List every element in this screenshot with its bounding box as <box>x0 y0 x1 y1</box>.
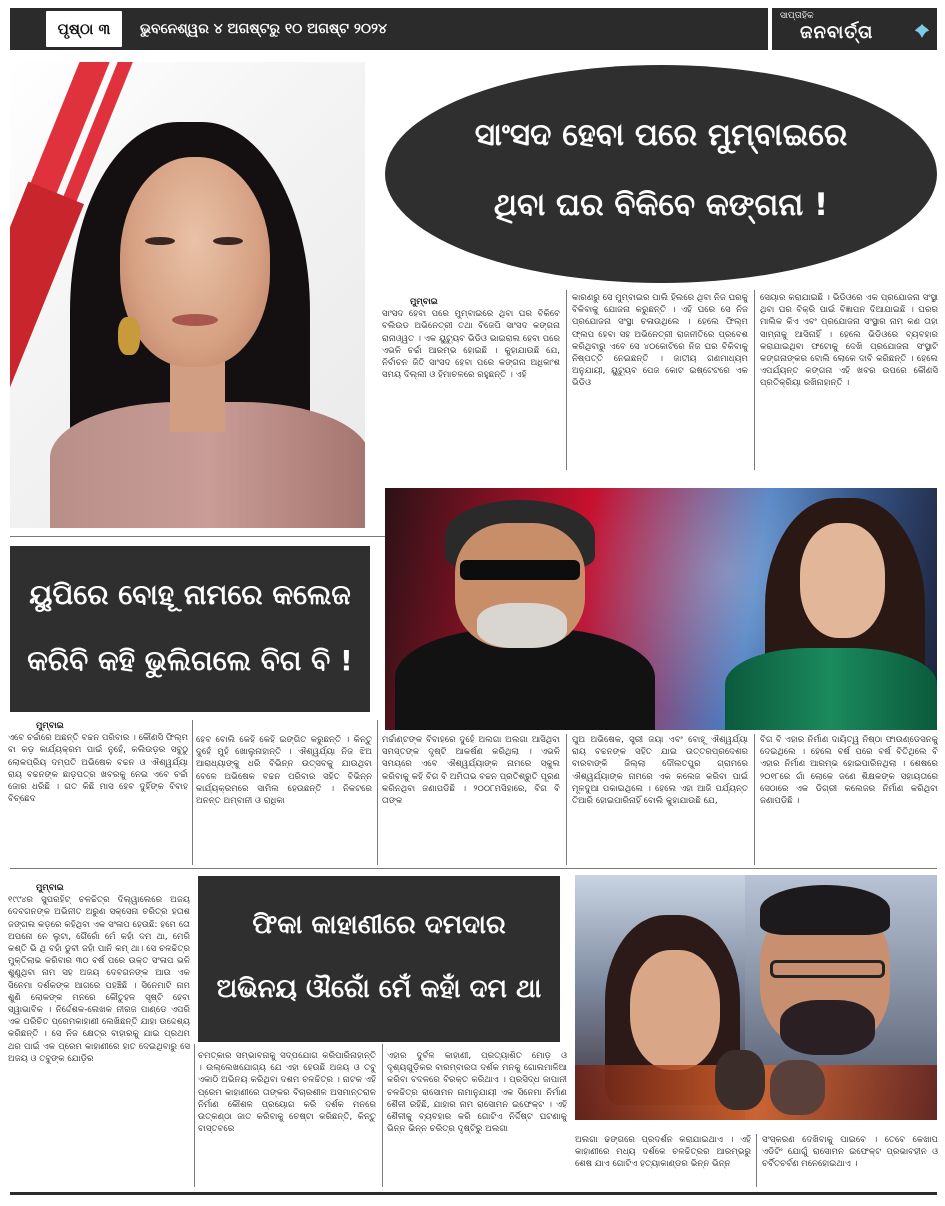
film-column-4 <box>575 1134 751 1187</box>
big-b-column-4-text: ପୁଅ ଅଭିଷେକ, ସ୍ତ୍ରୀ ଜୟା ଏବଂ ବୋହୂ ଐଶ୍ୱର୍ଯ୍ୟା ରାୟ ବଚ୍ଚନଙ୍କ ସହିତ ଯାଇ ଉତ୍ତରପ୍ରଦେଶର ବାରବାଙ୍କି ଜିଲ୍ଲା ଦୌଲତପୁର ଗ୍ରାମରେ ଐଶ୍ୱର୍ଯ୍ୟାଙ୍କ ନାମରେ ଏକ କଲେଜ କରିବା ପାଇଁ ମୂଳଦୁଆ ପକାଇଥିଲେ । ହେଲେ ଏହା ଆଜି ପର୍ଯ୍ୟନ୍ତ ତିଆରି ହୋଇପାରିନାହିଁ ବୋଲି କୁହାଯାଉଛି ଯେ, <box>572 735 748 807</box>
film-column-5 <box>762 1134 938 1187</box>
kangana-column-2 <box>572 292 748 472</box>
page-number-label: ପୃଷ୍ଠା ୩ <box>46 11 122 47</box>
issue-date-range: ଭୁବନେଶ୍ୱର ୪ ଅଗଷ୍ଟରୁ ୧୦ ଅଗଷ୍ଟ ୨୦୨୪ <box>140 21 387 37</box>
kangana-column-2-text: କାରଣରୁ ସେ ମୁମ୍ବାଇର ପାଲି ହିଲରେ ଥିବା ନିଜ ଘରକୁ ବିକିବାକୁ ଯୋଜନା କରୁଛନ୍ତି । ଏହି ଘରେ ସେ ନିଜ ପ୍ରଯୋଜନା ସଂସ୍ଥା ଚଳାଉଥିଲେ । ହେଲେ ଫିଲ୍ମ ଫ୍ଲପ ହେବା ସହ ଅଭିନେତ୍ରୀ ରାଜନୀତିରେ ପ୍ରବେଶ କରିଥିବାରୁ ଏବେ ସେ ୪୦କୋଟିରେ ନିଜ ଘର ବିକିବାକୁ ନିଷ୍ପତ୍ତି ନେଇଛନ୍ତି । ଜାତୀୟ ଗଣମାଧ୍ୟମ ଅନୁଯାୟୀ, ୟୁଟ୍ୟୁବ ପେଜ କୋଟ ଇଷ୍ଟେଟରେ ଏକ ଭିଡିଓ <box>572 293 748 389</box>
kangana-dateline: ମୁମ୍ବାଇ <box>410 297 438 307</box>
film-headline-line2: ଅଭିନୟ ଔରୋଁ ମେଁ କହାଁ ଦମ ଥା <box>216 974 542 1004</box>
big-b-column-4 <box>572 734 748 865</box>
kangana-headline-line2: ଥିବା ଘର ବିକିବେ କଙ୍ଗନା ! <box>493 187 829 223</box>
kangana-photo <box>10 62 365 528</box>
film-column-1 <box>8 882 190 1187</box>
big-b-headline-line1: ୟୁପିରେ ବୋହୂ ନାମରେ କଲେଜ <box>29 578 351 611</box>
kangana-headline-oval <box>385 65 937 283</box>
big-b-column-2-text: ହେବ ବୋଲି କେହି କେହି ଇଙ୍ଗିତ କରୁଛନ୍ତି । କିନ୍ତୁ ଦୁହେଁ ମୁହଁ ଖୋଲୁନାହାନ୍ତି । ଐଶ୍ୱର୍ଯ୍ୟା ନିଜ ଝିଅ ଆରାଧ୍ୟାଙ୍କୁ ଧରି ବିଭିନ୍ନ ଉତ୍ସବକୁ ଯାଉଥିବା ବେଳେ ଅଭିଷେକ ବଚ୍ଚନ ପରିବାର ସହିତ ବିଭିନ୍ନ କାର୍ଯ୍ୟକ୍ରମରେ ସାମିଲ ହେଉଛନ୍ତି । ନିକଟରେ ଅନନ୍ତ ଅମ୍ବାନୀ ଓ ରାଧିକା <box>196 735 372 807</box>
big-b-dateline: ମୁମ୍ବାଇ <box>36 721 64 731</box>
big-b-headline-box <box>10 546 370 712</box>
big-b-column-2 <box>196 734 372 865</box>
big-b-column-1 <box>8 720 188 865</box>
kangana-column-1-text: ସାଂସଦ ହେବା ପରେ ମୁମ୍ବାଇରେ ଥିବା ଘର ବିକିବେ ବଲିଉଡ ଅଭିନେତ୍ରୀ ତଥା ବିଜେପି ସାଂସଦ କଙ୍ଗନା ରାନାଓ୍ୱତ । ଏକ ୟୁଟ୍ୟୁବ ଭିଡିଓ ଭାଇରାଲ ହେବା ପରେ ଏଭଳି ଚର୍ଚ୍ଚା ଆରମ୍ଭ ହୋଇଛି । କୁହାଯାଉଛି ଯେ, ନିର୍ବାଚନ ଜିତି ସାଂସଦ ହେବା ପରେ କଙ୍ଗନା ଅଧିକାଂଶ ସମୟ ଦିଲ୍ଲୀ ଓ ହିମାଚଳରେ ରହୁଛନ୍ତି । ଏହି <box>382 309 560 381</box>
big-b-column-5-text: ବିଗ ବି ଏହାର ନିର୍ମାଣ ଦାୟିତ୍ୱ ନିଷ୍ଠା ଫାଉଣ୍ଡେସନକୁ ଦେଇଥିଲେ । ହେଲେ ବର୍ଷ ପରେ ବର୍ଷ ବିତିଥିଲେ ବି ଏହାର ନିର୍ମାଣ ଆରମ୍ଭ ହୋଇପାରିନଥିଲା । ଶେଷରେ ୨୦୧୮ରେ ଗାଁ ଲୋକେ ଜଣେ ଶିକ୍ଷକଙ୍କ ସହାୟତାରେ ସେଠାରେ ଏକ ଡିଗ୍ରୀ କଲେଜର ନିର୍ମାଣ କରିଥିବା ଜଣାପଡିଛି । <box>760 735 938 807</box>
film-column-2 <box>198 1050 376 1187</box>
film-column-3-text: ଏହାର ଦୁର୍ବଳ କାହାଣୀ, ପ୍ରତ୍ୟାଶିତ ମୋଡ଼ ଓ ଦୃଶ୍ୟଗୁଡ଼ିକର ବାରମ୍ବାରତା ଦର୍ଶକ ମନକୁ ଗୋଲମାଳିଆ କରିବା ବଦଳରେ ବିରକ୍ତ କରିଥାଏ । ପ୍ରସିଦ୍ଧ ଜାପାନୀ ଚଳଚ୍ଚିତ୍ର ରାସୋମନ ନାମାନୁଯାୟୀ ଏକ ସିନେମା ନିର୍ମାଣ ଶୈଳୀ ରହିଛି, ଯାହାର ନାମ ରାସୋମନ ଇଫେକ୍ଟ । ଏହି ଶୈଳୀକୁ ବ୍ୟବହାର କରି ଗୋଟିଏ ନିର୍ଦ୍ଦିଷ୍ଟ ଘଟଣାକୁ ଭିନ୍ନ ଭିନ୍ନ ଚରିତ୍ର ଦୃଷ୍ଟିରୁ ଅଲଗା <box>387 1051 567 1135</box>
film-headline-line1: ଫିକା କାହାଣୀରେ ଦମଦାର <box>252 910 506 940</box>
kangana-column-3-text: ସେୟାର କରାଯାଇଛି । ଭିଡିଓରେ ଏକ ପ୍ରଯୋଜନା ସଂସ୍ଥା ଥିବା ଘର ବିକ୍ରି ପାଇଁ ବିଜ୍ଞାପନ ଦିଆଯାଇଛି । ଘରର ମାଲିକ କିଏ ଏବଂ ପ୍ରଯୋଜନା ସଂସ୍ଥାର ନାମ କଣ ତାହା ସାମ୍ନାକୁ ଆସିନାହିଁ । ହେଲେ ଭିଡିଓରେ ବ୍ୟବହାର କରାଯାଇଥିବା ଫଟୋକୁ ଦେଖି ପ୍ରଯୋଜନା ସଂସ୍ଥାଟି କଙ୍ଗନାଙ୍କର ବୋଲି ଲୋକେ ଦାବି କରିଛନ୍ତି । ହେଲେ ଏପର୍ଯ୍ୟନ୍ତ କଙ୍ଗନା ଏହି ଖବର ଉପରେ କୌଣସି ପ୍ରତିକ୍ରିୟା ରଖିନାହାନ୍ତି । <box>760 293 938 389</box>
film-column-3 <box>387 1050 567 1187</box>
bottom-rule <box>10 1192 937 1195</box>
film-dateline: ମୁମ୍ବାଇ <box>36 883 64 893</box>
kangana-column-3 <box>760 292 938 472</box>
big-b-column-3 <box>382 734 560 865</box>
logo-subtitle: ସାପ୍ତାହିକ <box>780 11 814 21</box>
kangana-column-1 <box>382 296 560 471</box>
film-headline-box <box>198 876 560 1042</box>
film-column-4-text: ଅଲଗା ଢଙ୍ଗରେ ପ୍ରଦର୍ଶନ କରାଯାଇଥାଏ । ଏହି କାହାଣୀରେ ମଧ୍ୟ ଦର୍ଶକେ ଚଳଚ୍ଚିତ୍ରର ଆରମ୍ଭରୁ ଶେଷ ଯାଏ ଗୋଟିଏ ହତ୍ୟାକାଣ୍ଡର ଭିନ୍ନ ଭିନ୍ନ <box>575 1135 751 1170</box>
masthead-logo <box>772 8 937 50</box>
film-column-2-text: ଚମତ୍କାର ସମ୍ଭାବନାକୁ ସଦ୍‌ପଯୋଗ କରିପାରିନାହାନ୍ତି । ଉଲ୍ଲେଖଯୋଗ୍ୟ ଯେ ଏହା ହେଉଛି ଅଜୟ ଓ ତବୁ ଏକାଠି ଅଭିନୟ କରିଥିବା ଦଶମ ଚଳଚ୍ଚିତ୍ର । ନାଟକ ଏହି ପ୍ରେମ କାହାଣୀରେ ତାଙ୍କର ବିଚାରଶୀଳ ଅସମାନ୍ତରାଳ ନିର୍ମାଣ କୌଶଳ ପ୍ରୟୋଗ କରି ଦର୍ଶକ ମନରେ ଉତ୍କଣ୍ଠା ଜାତ କରିବାକୁ ଚେଷ୍ଟା କରିଛନ୍ତି, କିନ୍ତୁ ବାସ୍ତବରେ <box>198 1051 376 1135</box>
logo-title: ଜନବାର୍ତ୍ତା <box>800 22 874 43</box>
film-poster-photo <box>575 875 937 1120</box>
film-column-1-text: ୧୯୯୪ର ସୁପରହିଟ୍ ଚଳଚ୍ଚିତ୍ର ଦିଲ୍‌ୱାଲେରେ ଅଜୟ ଦେବଗନଙ୍କ ଅଭିନୀତ ଅରୁଣ ସକ୍ସେନା ଚରିତ୍ର ହତାଶ ଜଙ୍ଗଲ କଡ଼ରେ କହିଥିବା ଏକ ସଂଳାପ ହେଉଛି: ହମେ ତୋ ଅପନୋ ନେ ଲୁଟା, ଗୈରୋଁ ମେଁ କହାଁ ଦମ ଥା, ମେରି କଶ୍ତି ଭି ଥି ବହାଁ ଡୁବୀ ଜହାଁ ପାନି କମ୍ ଥା। ସେ ଚଳଚ୍ଚିତ୍ର ମୁକ୍ତିଲାଭ କରିବାର ୩୦ ବର୍ଷ ପରେ ଉକ୍ତ ସଂଳାପ ଭଳି ଶୁଣୁଥିବା ନାମ ସହ ଅଜୟ ଦେବଗନଙ୍କ ଆଉ ଏକ ସିନେମା ଦର୍ଶକଙ୍କ ଆଗରେ ପହଞ୍ଚିଛି । ସିନେମାଟି ନାମ ଶୁଣି ଲୋକଙ୍କ ମନରେ କୌତୁହଳ ସୃଷ୍ଟି ହେବା ସ୍ୱାଭାବିକ । ନିର୍ଦ୍ଦେଶକ-ଲେଖକ ନୀରଜ ପାଣ୍ଡେ ଏପରି ଏକ ପରିଚିତ ପ୍ରେମକାହାଣୀ ଲେଖିଛନ୍ତି ଯାହା ଉଦ୍ଦେଶ୍ୟ କରିଛନ୍ତି । ସେ ନିଜ କ୍ଷେତ୍ର ବାହାରକୁ ଯାଇ ପ୍ରଥମ ଥର ପାଇଁ ଏକ ପ୍ରେମ କାହାଣୀରେ ହାତ ଦେଇଥିବାରୁ ସେ ଅଜୟ ଓ ତବୁଙ୍କ ଯୋଡ଼ିର <box>8 895 190 1064</box>
big-b-column-1-text: ଏବେ ଚର୍ଚ୍ଚାରେ ଅଛନ୍ତି ବଚ୍ଚନ ପରିବାର । କୌଣସି ଫିଲ୍ମ ବା କଡ଼ କାର୍ଯ୍ୟକ୍ରମ ପାଇଁ ନୁହେଁ, କଲିଉଡ଼ର ସବୁଠୁ ଲୋକପ୍ରିୟ ଦମ୍ପତି ଅଭିଷେକ ବଚ୍ଚନ ଓ ଐଶ୍ୱର୍ଯ୍ୟା ରାୟ ବଚ୍ଚନଙ୍କ ଛାଡ଼ପତ୍ର ଖବରକୁ ନେଇ ଏବେ ଚର୍ଚ୍ଚା ଜୋର ଧରିଛି । ଗତ କିଛି ମାସ ହେବ ଦୁହିଁଙ୍କ ବିବାହ ବିଚ୍ଛେଦ <box>8 733 188 805</box>
newspaper-logo-icon <box>913 22 931 40</box>
kangana-headline-line1: ସାଂସଦ ହେବା ପରେ ମୁମ୍ବାଇରେ <box>474 117 848 153</box>
big-b-headline-line2: କରିବି କହି ଭୁଲିଗଲେ ବିଗ ବି ! <box>27 644 353 677</box>
big-b-column-3-text: ମର୍ଚ୍ଚାଣ୍ଟଙ୍କ ବିବାହରେ ଦୁହେଁ ଅଲଗା ଅଲଗା ଆସିଥିବା ସମସ୍ତଙ୍କ ଦୃଷ୍ଟି ଆକର୍ଷଣ କରିଥିଲା । ଏଭଳି ସମୟରେ ଏବେ ଐଶ୍ୱର୍ଯ୍ୟାଙ୍କ ନାମରେ ସ୍କୁଲ କରିବାକୁ କହି ବିଗ ବି ଅମିତାଭ ବଚ୍ଚନ ପ୍ରତିଶ୍ରୁତି ପୂରଣ କରିନଥିବା ଜଣାପଡିଛି । ୨୦୦୮ମସିହାରେ, ବିଗ ବି ତାଙ୍କ <box>382 735 560 807</box>
bachchan-family-photo <box>385 488 937 730</box>
header-bar <box>10 8 768 50</box>
film-column-5-text: ସଂସ୍କରଣ ଦେଖିବାକୁ ପାଇବେ । ତେବେ କେଖାପ ଏଡିଟିଂ ଯୋଗୁଁ ରାସୋମନ ଇଫେକ୍ଟ ପ୍ରଭାବହୀନ ଓ ଚର୍ବିତଚର୍ବଣ ମନେହୋଇଥାଏ । <box>762 1135 938 1170</box>
big-b-column-5 <box>760 734 938 865</box>
